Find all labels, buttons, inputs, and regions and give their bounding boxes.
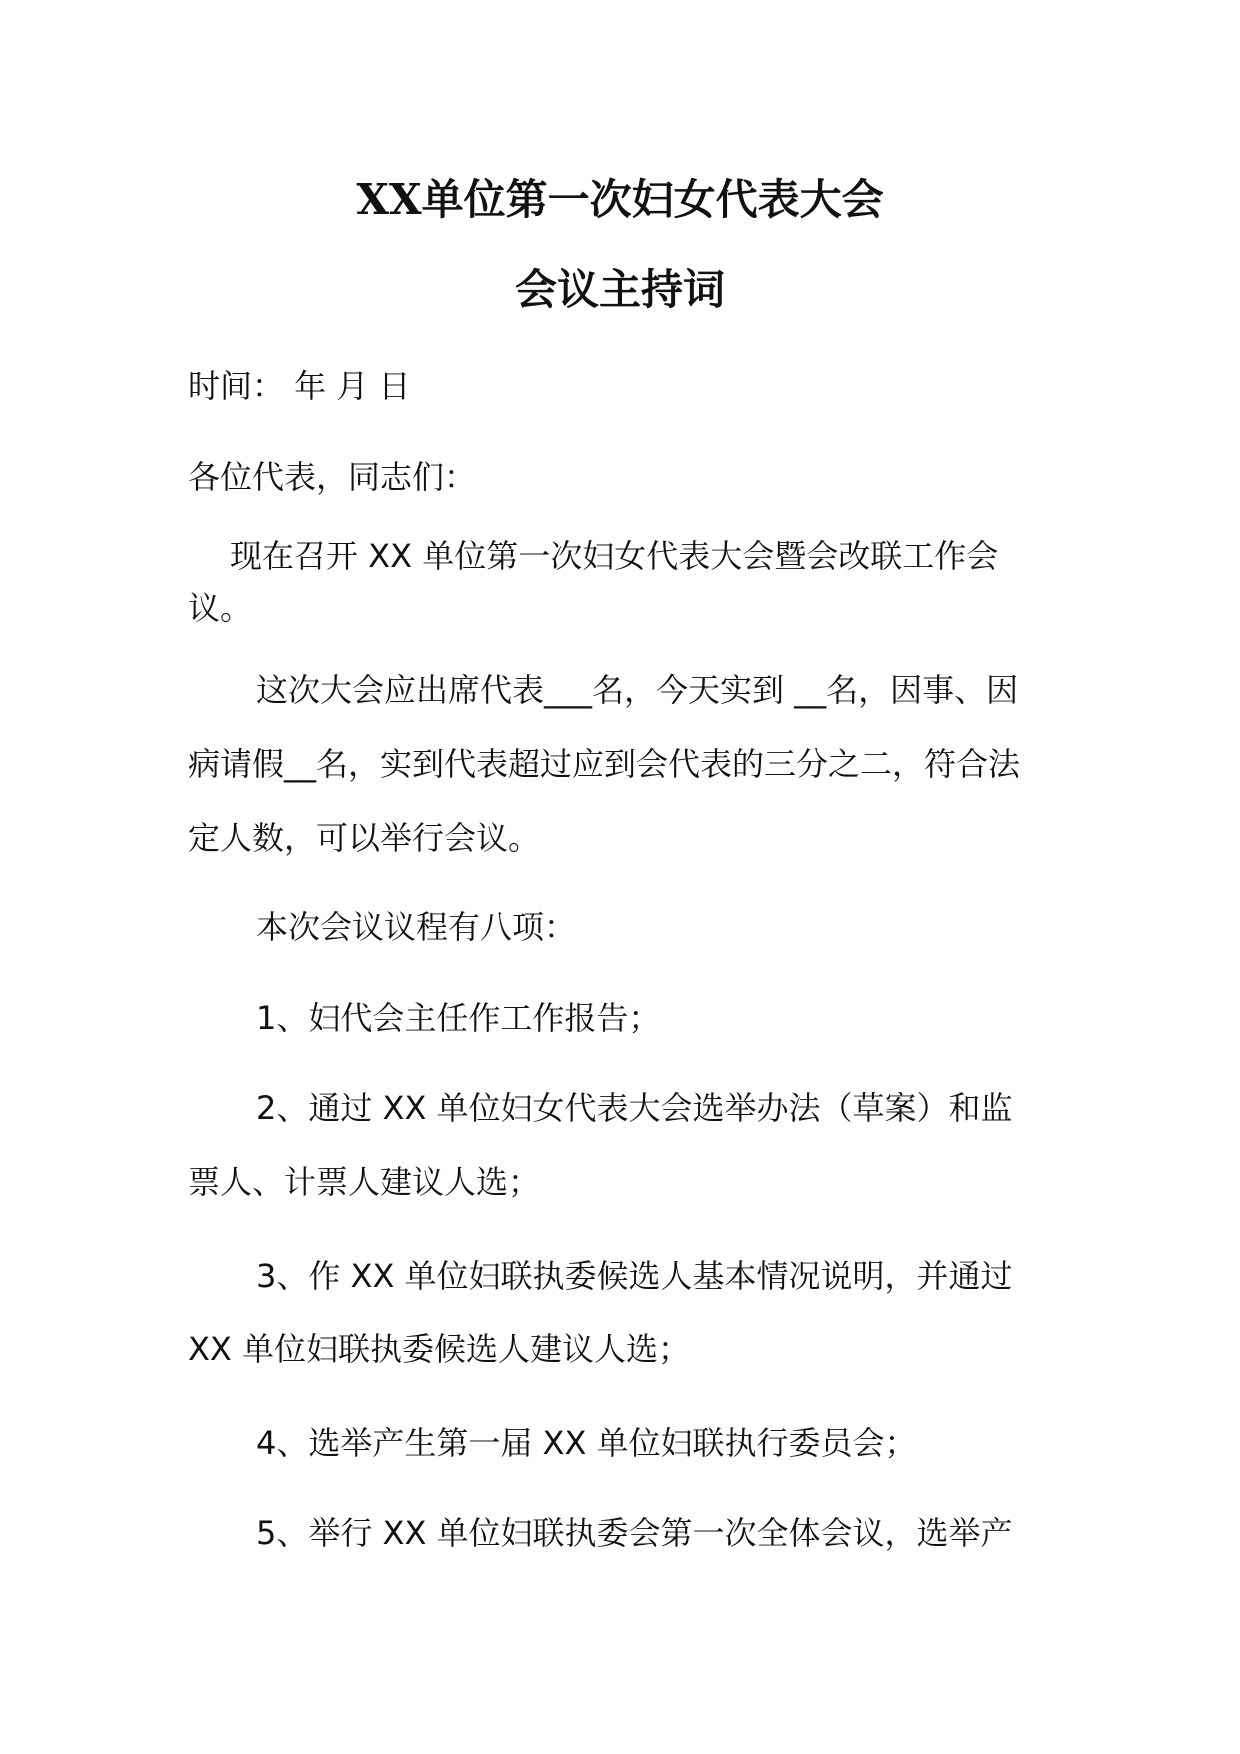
paragraph-attendance-line-2: 病请假__名，实到代表超过应到会代表的三分之二，符合法 [188, 745, 1021, 783]
agenda-intro: 本次会议议程有八项： [256, 908, 577, 946]
paragraph-attendance-line-1: 这次大会应出席代表___名，今天实到 __名，因事、因 [256, 671, 1019, 709]
paragraph-attendance-line-3: 定人数，可以举行会议。 [188, 819, 541, 857]
agenda-item-3-line-2: XX 单位妇联执委候选人建议人选； [188, 1330, 691, 1368]
document-title: XX单位第一次妇女代表大会 [356, 175, 884, 224]
time-line: 时间： 年 月 日 [188, 367, 411, 405]
agenda-item-1: 1、妇代会主任作工作报告； [256, 999, 661, 1037]
document-subtitle: 会议主持词 [514, 265, 725, 314]
paragraph-opening-line-1: 现在召开 XX 单位第一次妇女代表大会暨会改联工作会 [230, 537, 999, 575]
greeting: 各位代表，同志们： [188, 458, 477, 496]
agenda-item-2-line-1: 2、通过 XX 单位妇女代表大会选举办法（草案）和监 [256, 1089, 1013, 1127]
agenda-item-4: 4、选举产生第一届 XX 单位妇联执行委员会； [256, 1424, 917, 1462]
agenda-item-5-line-1: 5、举行 XX 单位妇联执委会第一次全体会议，选举产 [256, 1514, 1013, 1552]
agenda-item-2-line-2: 票人、计票人建议人选； [188, 1163, 541, 1201]
paragraph-opening-line-2: 议。 [188, 589, 253, 627]
agenda-item-3-line-1: 3、作 XX 单位妇联执委候选人基本情况说明，并通过 [256, 1257, 1013, 1295]
